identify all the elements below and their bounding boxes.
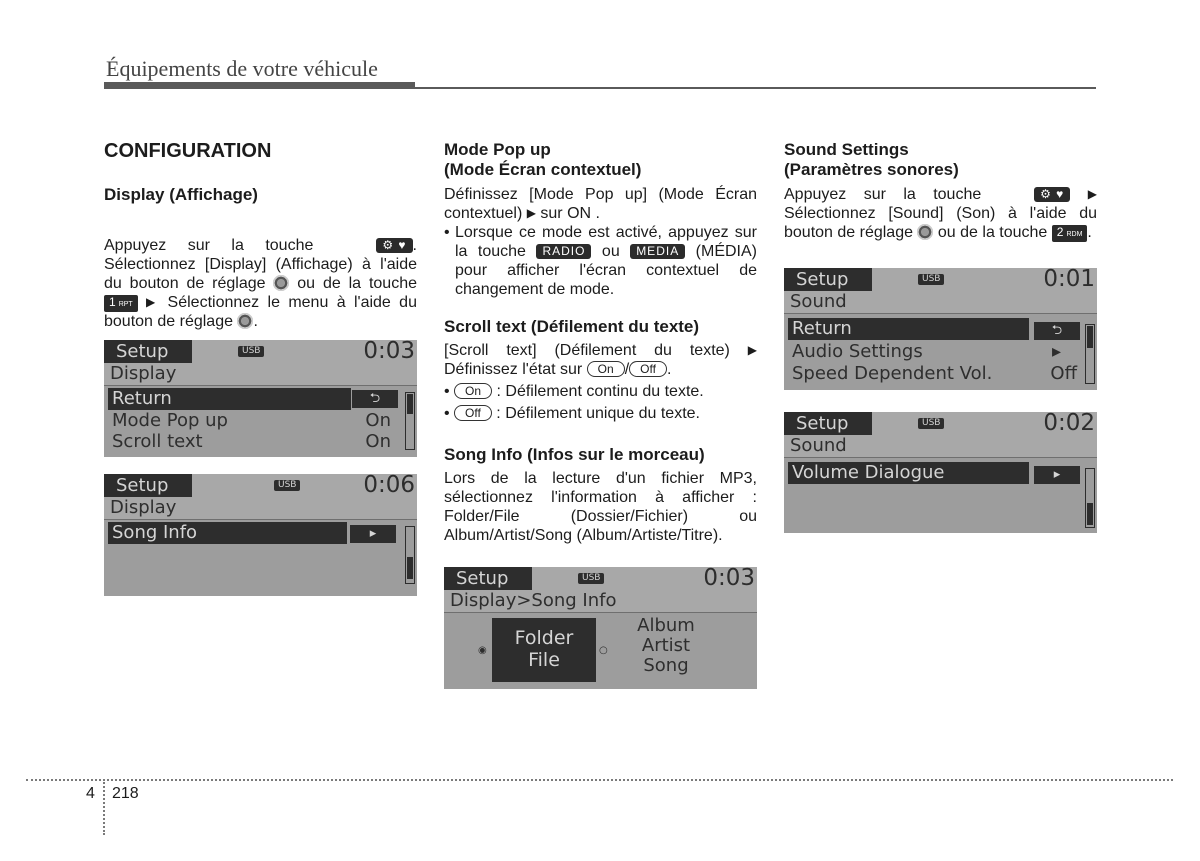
on-pill-icon: On	[454, 383, 492, 399]
setup-key-icon: ⚙ ♥	[376, 238, 412, 253]
setup-key-icon: ⚙ ♥	[1034, 187, 1070, 202]
text-fragment: sur ON .	[540, 205, 600, 222]
scroll-bullet-off: • Off : Défilement unique du texte.	[444, 405, 700, 422]
heading-line: (Mode Écran contextuel)	[444, 160, 642, 179]
menu-row-value: On	[365, 431, 391, 452]
text-fragment: ou de la touche	[937, 224, 1048, 241]
sound-instructions	[784, 185, 1097, 242]
page-number: 218	[112, 785, 139, 802]
header-rule	[104, 82, 415, 89]
menu-row-value: ▸	[1051, 341, 1061, 362]
key-sub: RDM	[1066, 231, 1083, 238]
screen-song-info-options	[444, 567, 757, 689]
subheading-display: Display (Affichage)	[104, 185, 258, 204]
radio-unselected-icon: ○	[599, 645, 608, 656]
menu-row-label: Return	[792, 318, 852, 339]
screen-section-title: Sound	[784, 435, 1097, 458]
usb-icon: USB	[578, 573, 604, 584]
menu-row-value: Off	[1050, 363, 1077, 384]
media-key-icon: MEDIA	[630, 244, 685, 259]
option-album-artist-song	[630, 616, 702, 676]
menu-row-label: Song Info	[112, 522, 198, 543]
heading-line: Mode Pop up	[444, 140, 551, 159]
text-fragment: Définissez l'état sur	[444, 361, 583, 378]
tuning-knob-icon	[237, 313, 253, 329]
screen-sound-volume-dialogue	[784, 412, 1097, 533]
menu-row-label: Speed Dependent Vol.	[792, 363, 993, 384]
usb-icon: USB	[918, 274, 944, 285]
return-icon: ⮌	[352, 390, 398, 408]
screen-setup-label: Setup	[104, 340, 192, 363]
arrow-right-icon: ▶	[526, 206, 536, 220]
menu-row-mode-pop-up	[104, 410, 417, 432]
text-fragment: : Défilement continu du texte.	[496, 383, 704, 400]
scrollbar-thumb	[1087, 326, 1093, 348]
key-number: 1	[109, 295, 116, 309]
scrollbar	[405, 526, 415, 584]
column-sound-settings	[784, 140, 1097, 242]
screen-display-song-info	[104, 474, 417, 596]
option-line: Album	[637, 615, 695, 636]
screen-setup-label: Setup	[104, 474, 192, 497]
menu-row-label: Mode Pop up	[112, 410, 228, 431]
screen-display-menu	[104, 340, 417, 457]
usb-icon: USB	[918, 418, 944, 429]
column-mode-popup	[444, 140, 757, 545]
option-line: Artist	[641, 635, 691, 656]
display-instructions	[104, 236, 417, 331]
heading-line: (Paramètres sonores)	[784, 160, 959, 179]
subheading-song-info: Song Info (Infos sur le morceau)	[444, 445, 705, 464]
screen-setup-label: Setup	[784, 412, 872, 435]
on-pill-icon: On	[587, 361, 625, 377]
key-number: 2	[1056, 225, 1064, 239]
menu-row-song-info	[108, 522, 347, 544]
text-fragment: [Scroll text] (Défilement du texte)	[444, 342, 730, 359]
menu-row-speed-dependent-vol	[784, 363, 1097, 385]
scrollbar-thumb	[1087, 503, 1093, 525]
menu-row-scroll-text	[104, 431, 417, 453]
arrow-right-icon: ▶	[146, 295, 160, 309]
section-heading-configuration: CONFIGURATION	[104, 140, 272, 162]
page-header-title: Équipements de votre véhicule	[106, 56, 378, 81]
screen-time: 0:06	[363, 474, 415, 498]
arrow-right-icon: ▶	[1087, 187, 1097, 201]
screen-sound-menu	[784, 268, 1097, 390]
text-fragment: .	[253, 313, 258, 330]
text-fragment: .	[666, 361, 672, 378]
text-fragment: (MÉDIA) pour afficher l'écran contextuel de changement de mode.	[455, 243, 757, 298]
text-fragment: . Sélectionnez [Display] (Affichage) à l'aide du bouton de réglage	[104, 237, 417, 292]
header-rule-thin	[415, 87, 1096, 89]
text-fragment: : Défilement unique du texte.	[496, 405, 700, 422]
radio-selected-icon: ◉	[478, 645, 487, 656]
screen-time: 0:02	[1043, 412, 1095, 436]
scroll-instructions	[444, 341, 757, 379]
text-fragment: /	[624, 361, 630, 378]
option-line: File	[528, 649, 560, 671]
subheading-mode-pop-up	[444, 140, 757, 180]
text-fragment: ou	[601, 243, 620, 260]
text-fragment: Définissez [Mode Pop up] (Mode Écran contextuel)	[444, 186, 757, 222]
usb-icon: USB	[274, 480, 300, 491]
menu-row-label: Audio Settings	[792, 341, 923, 362]
screen-time: 0:01	[1043, 268, 1095, 292]
text-fragment: Sélectionnez le menu à l'aide du bouton de réglage	[104, 294, 417, 330]
screen-section-title: Display>Song Info	[444, 590, 757, 613]
key-2-rdm-icon	[1052, 225, 1088, 242]
off-pill-icon: Off	[454, 405, 492, 421]
scrollbar	[1085, 324, 1095, 384]
text-fragment: Appuyez sur la touche	[104, 237, 314, 254]
tuning-knob-icon	[273, 275, 289, 291]
text-fragment: Lorsque ce mode est activé, appuyez sur la touche	[455, 224, 757, 260]
tuning-knob-icon	[917, 224, 933, 240]
arrow-right-icon: ▸	[350, 525, 396, 543]
option-line: Folder	[514, 627, 574, 649]
arrow-right-icon: ▸	[1034, 466, 1080, 484]
popup-instructions	[444, 185, 757, 223]
text-fragment: .	[1087, 224, 1092, 241]
heading-line: Sound Settings	[784, 140, 909, 159]
arrow-right-icon: ▶	[747, 343, 757, 357]
bullet-dot: •	[444, 224, 450, 241]
screen-section-title: Sound	[784, 291, 1097, 314]
option-line: Song	[643, 655, 689, 676]
menu-row-return	[108, 388, 351, 410]
chapter-number: 4	[86, 785, 95, 802]
off-pill-icon: Off	[629, 361, 667, 377]
menu-row-volume-dialogue	[788, 462, 1029, 484]
menu-row-value: On	[365, 410, 391, 431]
subheading-scroll-text: Scroll text (Défilement du texte)	[444, 317, 700, 336]
menu-row-label: Volume Dialogue	[792, 462, 945, 483]
text-fragment: Appuyez sur la touche	[784, 186, 982, 203]
text-fragment: ou de la touche	[297, 275, 417, 292]
popup-bullet	[444, 223, 757, 299]
screen-time: 0:03	[703, 567, 755, 591]
scrollbar	[405, 392, 415, 450]
menu-row-label: Return	[112, 388, 172, 409]
screen-section-title: Display	[104, 497, 417, 520]
footer-divider	[103, 779, 105, 835]
text-fragment: Sélectionnez [Sound] (Son) à l'aide du bouton de réglage	[784, 205, 1097, 241]
key-1-rpt-icon	[104, 295, 138, 312]
menu-row-return	[788, 318, 1029, 340]
scrollbar-thumb	[407, 557, 413, 579]
menu-row-label: Scroll text	[112, 431, 203, 452]
song-info-instructions: Lors de la lecture d'un fichier MP3, sélectionnez l'information à afficher : Folder/File (Dossier/Fichier) ou Album/Artist/Song (Album/Artiste/Titre).	[444, 470, 757, 544]
footer-rule	[26, 779, 1173, 781]
screen-section-title: Display	[104, 363, 417, 386]
option-folder-file	[492, 618, 596, 682]
usb-icon: USB	[238, 346, 264, 357]
column-configuration	[104, 140, 417, 331]
subheading-sound-settings	[784, 140, 1097, 180]
menu-row-audio-settings	[784, 341, 1097, 363]
return-icon: ⮌	[1034, 322, 1080, 340]
scroll-bullet-on: • On : Défilement continu du texte.	[444, 383, 704, 400]
scrollbar	[1085, 468, 1095, 528]
key-sub: RPT	[118, 301, 133, 308]
screen-setup-label: Setup	[784, 268, 872, 291]
radio-key-icon: RADIO	[536, 244, 591, 259]
scrollbar-thumb	[407, 394, 413, 414]
screen-setup-label: Setup	[444, 567, 532, 590]
screen-time: 0:03	[363, 340, 415, 364]
